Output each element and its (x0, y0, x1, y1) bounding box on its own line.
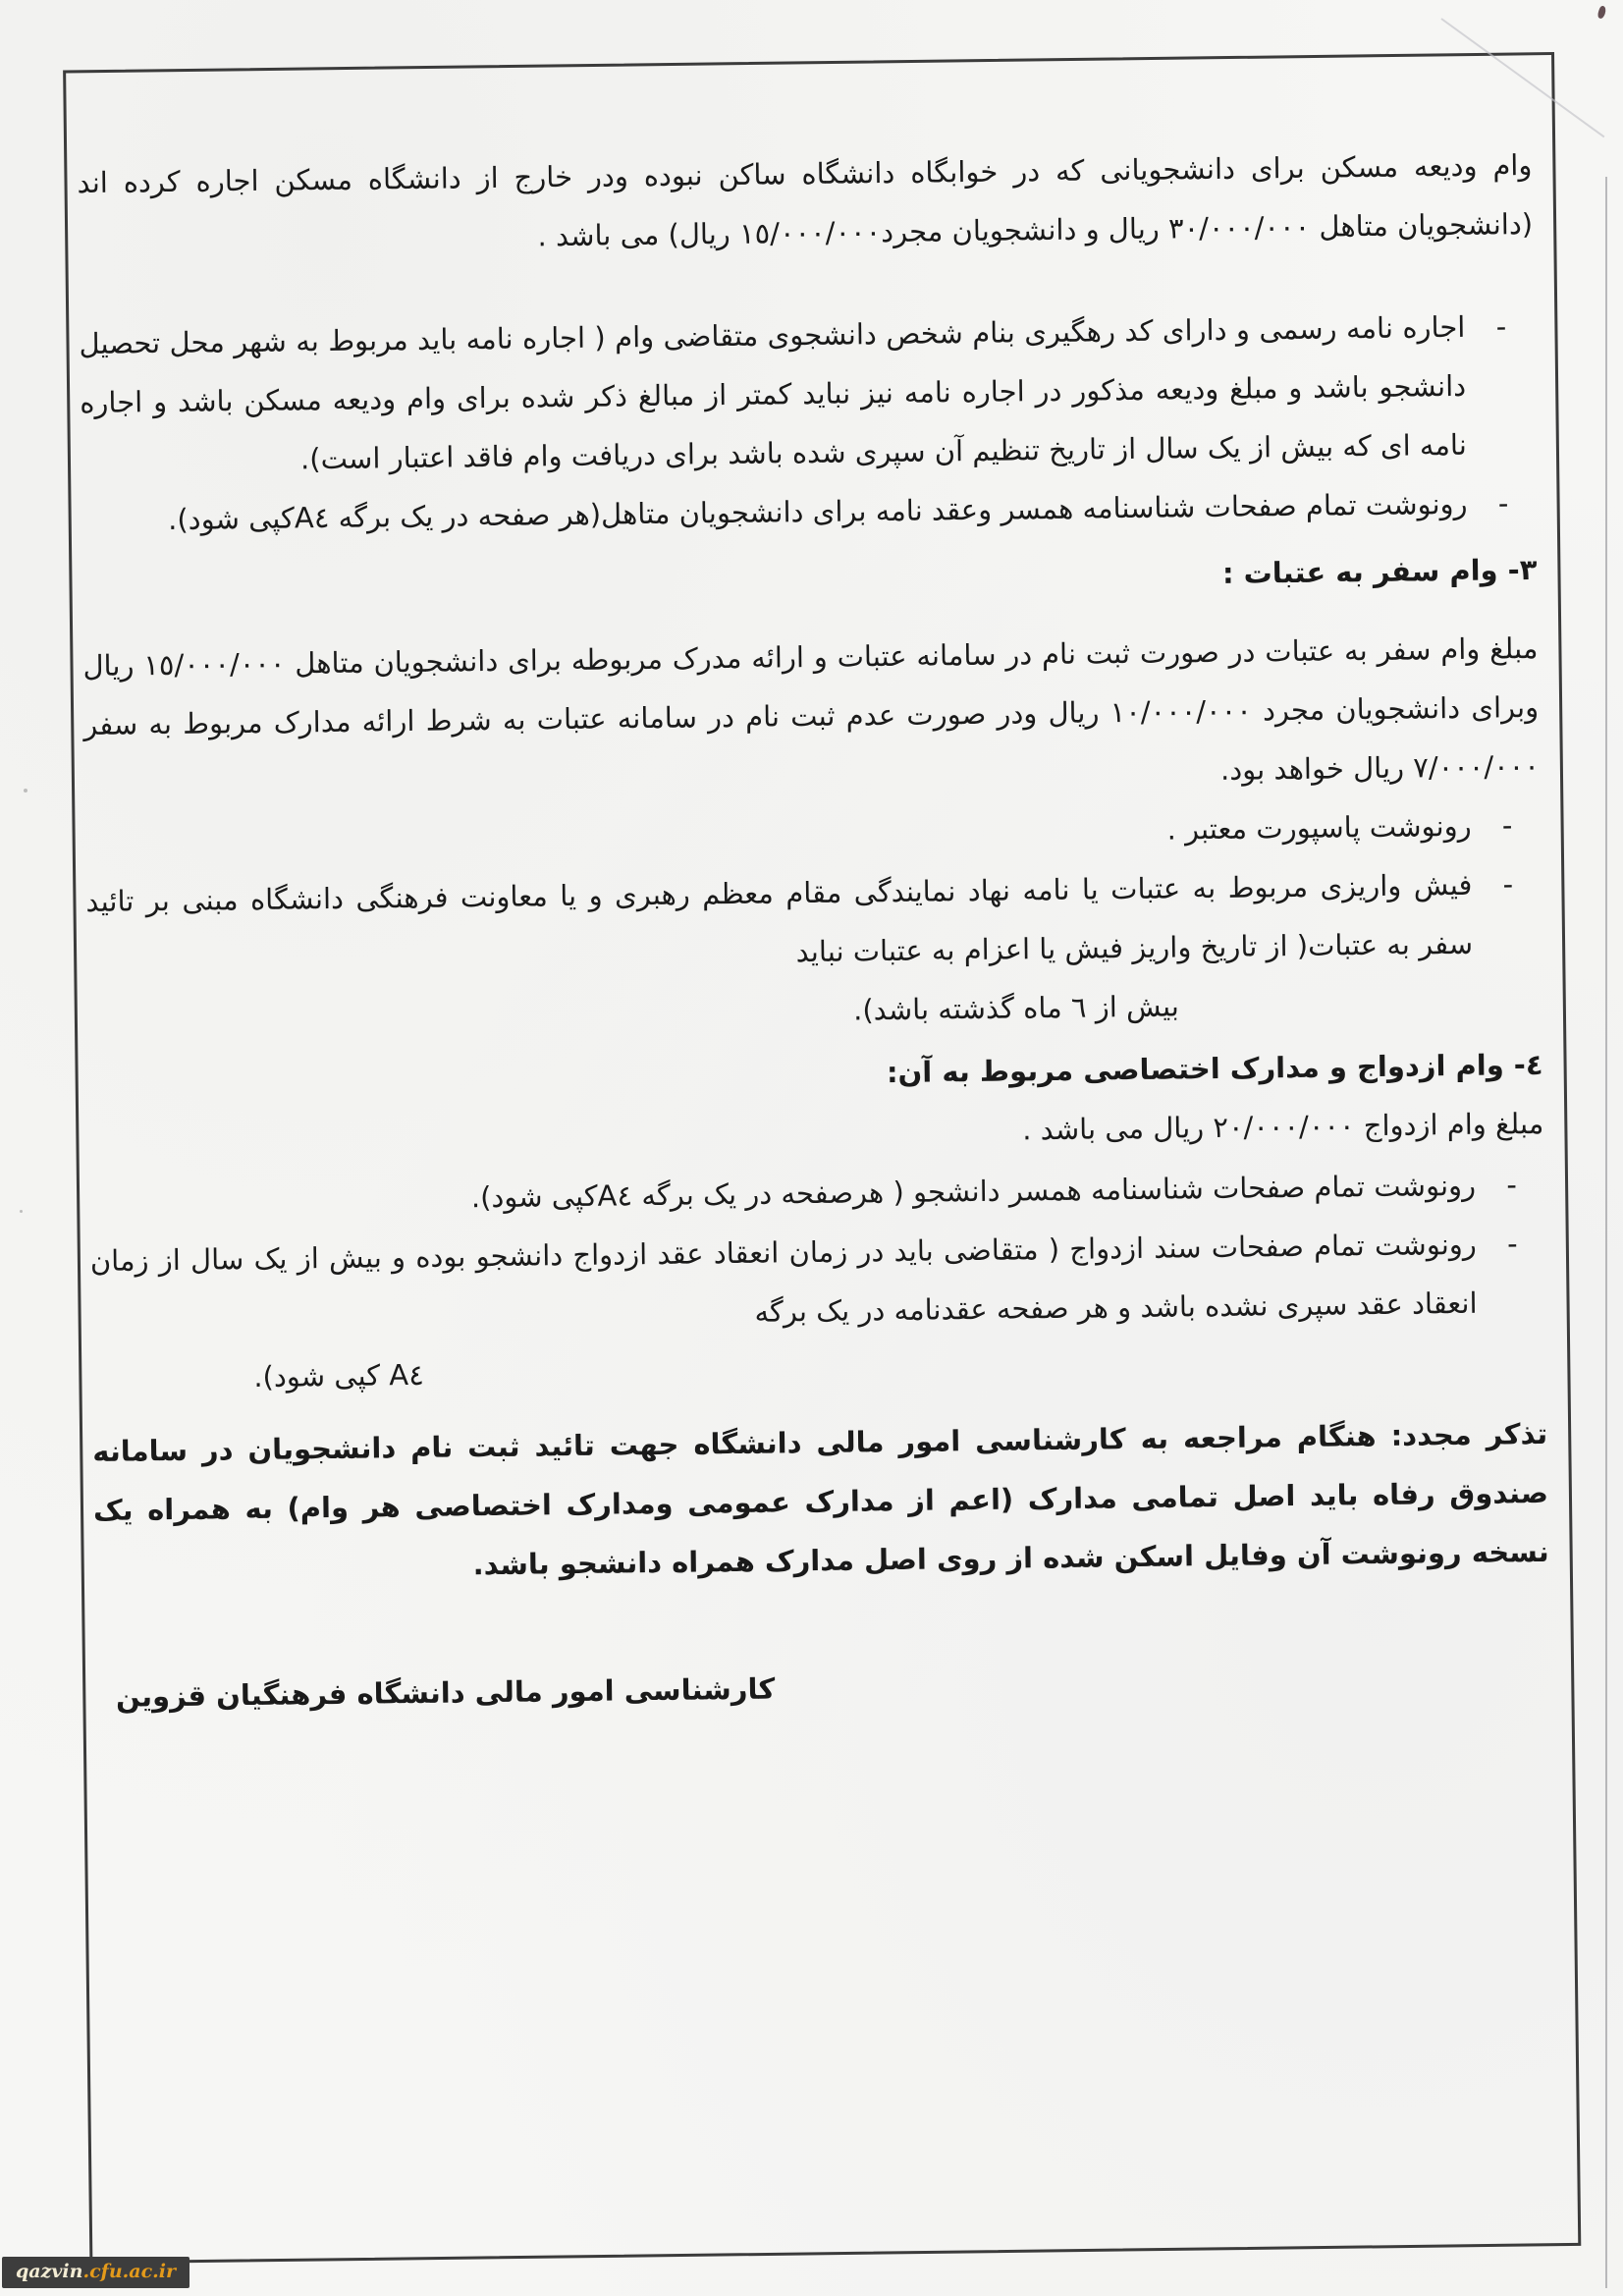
atabat-bullet-list (84, 795, 1542, 1049)
bullet-deposit-receipt-tail: بیش از ٦ ماه گذشته باشد). (852, 989, 1180, 1027)
corner-ink-mark (1596, 5, 1607, 20)
bullet-marriage-certificate-text: رونوشت تمام صفحات سند ازدواج ( متقاضی باید در زمان انعقاد عقد ازدواج دانشجو بوده و بیش از یک سال از زمان انعقاد عقد سپری نشده باشد و هر صفحه عقدنامه در یک برگه (89, 1227, 1478, 1329)
scan-speck (24, 789, 27, 793)
atabat-loan-amount-paragraph: مبلغ وام سفر به عتبات در صورت ثبت نام در سامانه عتبات و ارائه مدرک مربوطه برای دانشجویان متاهل ١٥/٠٠٠/٠٠٠ ریال وبرای دانشجویان مجرد ١٠/٠٠٠/٠٠٠ ریال ودر صورت عدم ثبت نام در سامانه عتبات به شرط ارائه مدارک مربوط به سفر ٧/٠٠٠/٠٠٠ ریال خواهد بود. (82, 630, 1541, 787)
bullet-deposit-receipt (85, 854, 1542, 1049)
section3-heading-atabat-travel-loan: ٣- وام سفر به عتبات : (1221, 552, 1538, 590)
bullet-lease-contract: - اجاره نامه رسمی و دارای کد رهگیری بنام شخص دانشجوی متقاضی وام ( اجاره نامه باید مربوط به شهر محل تحصیل دانشجو باشد و مبلغ ودیعه مذکور در اجاره نامه نیز نباید کمتر از مبالغ ذکر شده برای وام ودیعه مسکن باشد و اجاره نامه ای که بیش از یک سال از تاریخ تنظیم آن سپری شده باشد برای دریافت وام فاقد اعتبار است). (79, 297, 1536, 491)
scan-speck (20, 1210, 23, 1213)
section4-heading-marriage-loan: ٤- وام ازدواج و مدارک اختصاصی مربوط به آن: (886, 1047, 1543, 1090)
watermark-site-prefix: qazvin (16, 2261, 83, 2282)
marriage-bullet-list (89, 1155, 1547, 1408)
site-watermark-badge (2, 2257, 189, 2288)
paper-edge-shadow (1605, 177, 1607, 2288)
reminder-notice-paragraph: تذکر مجدد: هنگام مراجعه به کارشناسی امور مالی دانشگاه جهت تائید ثبت نام دانشجویان در سامانه صندوق رفاه باید اصل تمامی مدارک (اعم از مدارک عمومی ومدارک اختصاصی هر وام) به همراه یک نسخه رونوشت آن وفایل اسکن شده از روی اصل مدارک همراه دانشجو باشد. (92, 1416, 1549, 1582)
bullet-deposit-receipt-text: فیش واریزی مربوط به عتبات یا نامه نهاد نمایندگی مقام معظم رهبری و یا معاونت فرهنگی دانشگاه مبنی بر تائید سفر به عتبات( از تاریخ واریز فیش یا اعزام به عتبات نباید (85, 867, 1474, 969)
housing-loan-bullet-list (79, 297, 1537, 550)
housing-loan-intro-paragraph: وام ودیعه مسکن برای دانشجویانی که در خوابگاه دانشگاه ساکن نبوده ودر خارج از دانشگاه مسکن اجاره کرده اند (دانشجویان متاهل ٣٠/٠٠٠/٠٠٠ ریال و دانشجویان مجرد١٥/٠٠٠/٠٠٠ ریال) می باشد . (77, 147, 1534, 253)
document-body (77, 136, 1551, 1755)
bullet-marriage-certificate-tail: A٤ کپی شود). (253, 1357, 425, 1394)
signature-line: کارشناسی امور مالی دانشگاه فرهنگیان قزوین (115, 1671, 776, 1714)
watermark-site-suffix: .cfu.ac.ir (82, 2261, 176, 2282)
bullet-passport-copy: - رونوشت پاسپورت معتبر . (84, 795, 1541, 872)
bullet-marriage-certificate (90, 1214, 1547, 1408)
marriage-loan-amount-line: مبلغ وام ازدواج ٢٠/٠٠٠/٠٠٠ ریال می باشد . (1021, 1106, 1544, 1147)
bullet-spouse-birth-certificate: - رونوشت تمام صفحات شناسنامه همسر دانشجو ( هرصفحه در یک برگه A٤کپی شود). (89, 1155, 1545, 1231)
bullet-spouse-id-copy: - رونوشت تمام صفحات شناسنامه همسر وعقد نامه برای دانشجویان متاهل(هر صفحه در یک برگه A٤کپی شود). (81, 473, 1537, 550)
